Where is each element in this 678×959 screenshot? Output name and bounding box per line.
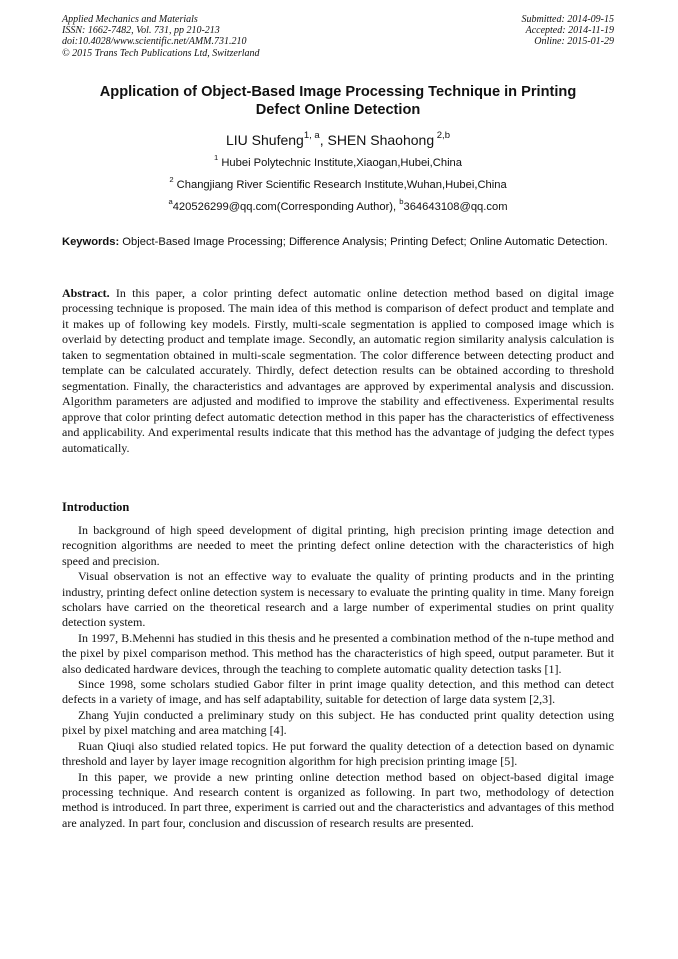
- author-name: LIU Shufeng: [225, 132, 304, 148]
- email-mark: a: [168, 197, 173, 207]
- introduction-body: [62, 523, 614, 831]
- journal-header-right: [414, 14, 614, 48]
- title-line-1: Application of Object-Based Image Processing Technique in Printing: [99, 84, 577, 100]
- keywords: [62, 235, 614, 250]
- abstract-label: Abstract.: [62, 286, 110, 300]
- affiliation-2: [62, 175, 614, 192]
- body-paragraph: In this paper, we provide a new printing online detection method based on object-based digital image processing technique. And research content is organized as following. In part two, methodology of detection method is introduced. In part three, experiment is carried out and the characteristics and advantages of this method are analyzed. In part four, conclusion and discussion of research results are presented.: [62, 769, 614, 830]
- affiliation-1: [62, 153, 614, 170]
- accepted-date: Accepted: 2014-11-19: [525, 25, 614, 37]
- author-list: [62, 131, 614, 149]
- keywords-text: Object-Based Image Processing; Difference Analysis; Printing Defect; Online Automatic Detection.: [119, 236, 608, 248]
- affiliation-mark: 2: [169, 175, 174, 185]
- body-paragraph: Zhang Yujin conducted a preliminary study on this subject. He has conducted print quality detection using pixel by pixel matching and area matching [4].: [62, 707, 614, 738]
- paper-title: [62, 83, 614, 119]
- issn-line: ISSN: 1662-7482, Vol. 731, pp 210-213: [62, 25, 220, 37]
- section-heading-introduction: Introduction: [62, 500, 130, 514]
- journal-header-left: [62, 14, 362, 59]
- affiliation-text: Changjiang River Scientific Research Institute,Wuhan,Hubei,China: [173, 179, 507, 191]
- email-mark: b: [399, 197, 404, 207]
- author-name: SHEN Shaohong: [327, 132, 435, 148]
- body-paragraph: Ruan Qiuqi also studied related topics. He put forward the quality detection of a detection based on dynamic threshold and layer by layer image recognition algorithm for high precision printing image [5].: [62, 738, 614, 769]
- email-a: 420526299@qq.com(Corresponding Author),: [172, 201, 400, 213]
- title-line-2: Defect Online Detection: [255, 102, 421, 118]
- copyright-line: © 2015 Trans Tech Publications Ltd, Switzerland: [62, 47, 260, 59]
- keywords-label: Keywords:: [62, 236, 120, 248]
- affiliation-mark: 1: [213, 153, 219, 163]
- author-affiliation-mark: 2,b: [434, 129, 450, 141]
- author-emails: [62, 197, 614, 214]
- author-separator: ,: [319, 132, 328, 148]
- abstract-text: In this paper, a color printing defect automatic online detection method based on digital image processing technique is proposed. The main idea of this method is comparison of defect product and template and it makes up of following key models. Firstly, multi-scale segmentation is applied to composed image which is overlaid by detecting product and template image. Secondly, an automatic region similarity analysis calculation is taken to segmentation obtained in multi-scale segmentation. The color difference between detecting product and template can be calculated accurately. Thirdly, defect detection results can be obtained according to threshold segmentation. Finally, the characteristics and advantages are approved by experimental analysis and discussion. Algorithm parameters are adjusted and modified to improve the stability and effectiveness. Experimental results approve that color printing defect automatic detection method in this paper has the characteristics of effectiveness and applicability. And experimental results indicate that this method has the advantage of judging the defect types automatically.: [62, 286, 614, 455]
- online-date: Online: 2015-01-29: [534, 36, 614, 48]
- body-paragraph: Visual observation is not an effective way to evaluate the quality of printing products and in the printing industry, printing defect online detection system is necessary to evaluate the printing quality in time. Many foreign scholars have carried on the theoretical research and a large number of experimental studies on print quality detection system.: [62, 569, 614, 630]
- author-affiliation-mark: 1, a: [303, 129, 320, 141]
- affiliation-text: Hubei Polytechnic Institute,Xiaogan,Hubei,China: [218, 157, 463, 169]
- journal-name: Applied Mechanics and Materials: [62, 14, 198, 25]
- abstract: [62, 286, 614, 456]
- doi-line: doi:10.4028/www.scientific.net/AMM.731.210: [62, 36, 247, 48]
- submitted-date: Submitted: 2014-09-15: [521, 14, 614, 25]
- email-b: 364643108@qq.com: [403, 201, 508, 213]
- body-paragraph: Since 1998, some scholars studied Gabor filter in print image quality detection, and this method can detect defects in a variety of image, and has self adaptability, suitable for detection of large data system [2,3].: [62, 677, 614, 707]
- body-paragraph: In background of high speed development of digital printing, high precision printing image detection and recognition algorithms are needed to meet the printing defect online detection with the characteristics of high speed and precision.: [62, 523, 614, 568]
- body-paragraph: In 1997, B.Mehenni has studied in this thesis and he presented a combination method of the n-tupe method and the pixel by pixel comparison method. This method has the characteristics of high speed, output parameter. But it also dedicated hardware devices, through the teaching to complete automatic quality detection tasks [1].: [62, 630, 614, 676]
